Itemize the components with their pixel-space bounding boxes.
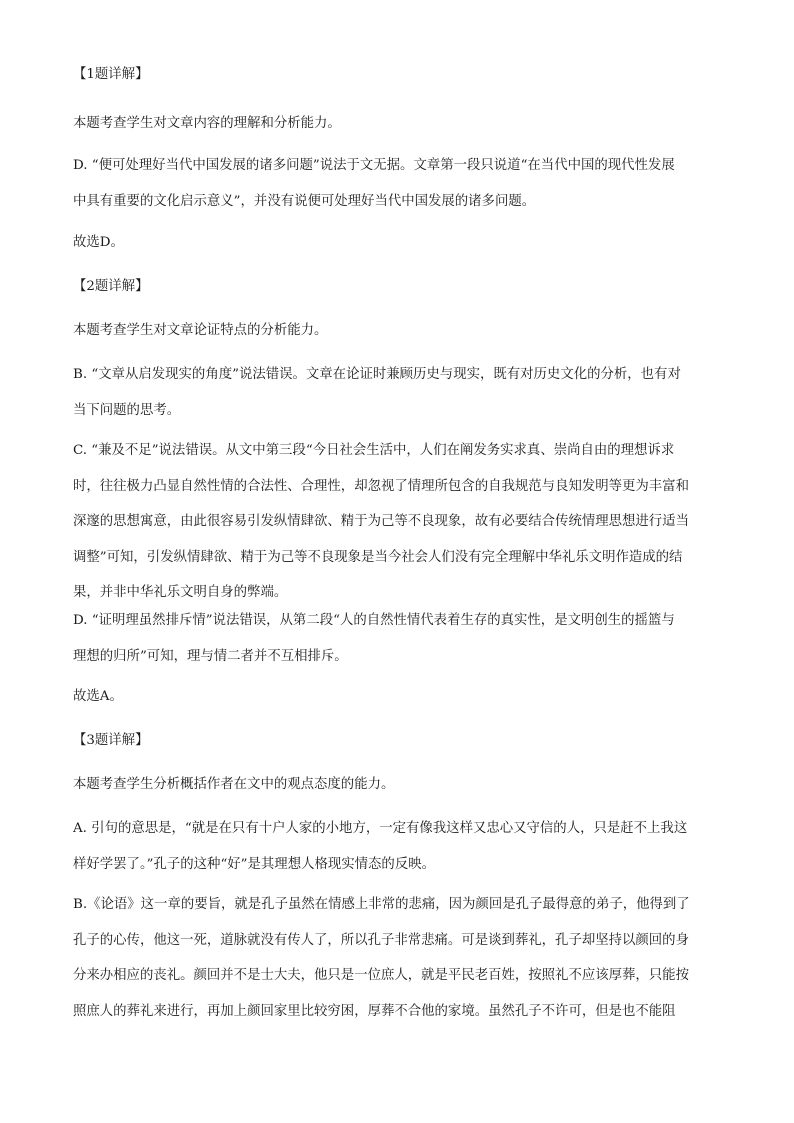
text-line: 样好学罢了。”孔子的这种“好”是其理想人格现实情态的反映。 — [73, 856, 435, 872]
text-line: 调整”可知，引发纵情肆欲、精于为己等不良现象是当今社会人们没有完全理解中华礼乐文明作造成的结 — [73, 549, 683, 565]
text-line: 【1题详解】 — [73, 67, 149, 82]
text-line: 故选A。 — [73, 689, 123, 704]
text-line: D. “便可处理好当代中国发展的诸多问题”说法于文无据。文章第一段只说道“在当代中国的现代性发展 — [73, 158, 675, 173]
paragraph-q2-option-d — [73, 610, 723, 667]
text-line: 本题考查学生对文章论证特点的分析能力。 — [73, 323, 328, 338]
paragraph-q3-option-b — [73, 894, 723, 1022]
text-line: B.《论语》这一章的要旨，就是孔子虽然在情感上非常的悲痛，因为颜回是孔子最得意的弟子，他得到了 — [73, 897, 690, 912]
text-line: D. “证明理虽然排斥情”说法错误，从第二段“人的自然性情代表着生存的真实性，是文明创生的摇篮与 — [73, 613, 675, 628]
paragraph-q1-answer — [73, 232, 723, 253]
text-line: 果，并非中华礼乐文明自身的弊端。 — [73, 585, 288, 600]
text-line: 深邃的思想寓意，由此很容易引发纵情肆欲、精于为己等不良现象，故有必要结合传统情理思想进行适当 — [73, 514, 689, 529]
paragraph-q1-intro — [73, 113, 723, 134]
text-line: 孔子的心传，他这一死，道脉就没有传人了，所以孔子非常悲痛。可是谈到葬礼，孔子却坚持以颜回的身 — [73, 932, 689, 948]
text-line: 本题考查学生对文章内容的理解和分析能力。 — [73, 116, 341, 131]
paragraph-q3-option-a — [73, 818, 723, 875]
text-line: 当下问题的思考。 — [73, 402, 181, 418]
section-heading-q1 — [73, 64, 723, 85]
text-line: 【3题详解】 — [73, 733, 149, 748]
text-line: 本题考查学生分析概括作者在文中的观点态度的能力。 — [73, 777, 395, 792]
section-heading-q2 — [73, 276, 723, 297]
text-line: 照庶人的葬礼来进行，再加上颜回家里比较穷困，厚葬不合他的家境。虽然孔子不许可，但是也不能阻 — [73, 1003, 676, 1019]
paragraph-q1-option-d — [73, 155, 723, 212]
text-line: A. 引句的意思是，“就是在只有十户人家的小地方，一定有像我这样又忠心又守信的人，只是赶不上我这 — [73, 821, 688, 836]
text-line: 故选D。 — [73, 235, 124, 250]
paragraph-q2-answer — [73, 686, 723, 707]
text-line: B. “文章从启发现实的角度”说法错误。文章在论证时兼顾历史与现实，既有对历史文化的分析，也有对 — [73, 367, 681, 382]
paragraph-q2-option-c — [73, 440, 723, 603]
text-line: C. “兼及不足”说法错误。从文中第三段“今日社会生活中，人们在阐发务实求真、崇尚自由的理想诉求 — [73, 443, 675, 458]
paragraph-q2-option-b — [73, 364, 723, 421]
text-line: 【2题详解】 — [73, 279, 149, 294]
section-heading-q3 — [73, 730, 723, 751]
paragraph-q3-intro — [73, 774, 723, 795]
text-line: 分来办相应的丧礼。颜回并不是士大夫，他只是一位庶人，就是平民老百姓，按照礼不应该厚葬，只能按 — [73, 968, 689, 983]
text-line: 时，往往极力凸显自然性情的合法性、合理性，却忽视了情理所包含的自我规范与良知发明等更为丰富和 — [73, 478, 689, 494]
paragraph-q2-intro — [73, 320, 723, 341]
text-line: 理想的归所”可知，理与情二者并不互相排斥。 — [73, 648, 348, 664]
text-line: 中具有重要的文化启示意义”，并没有说便可处理好当代中国发展的诸多问题。 — [73, 193, 536, 209]
